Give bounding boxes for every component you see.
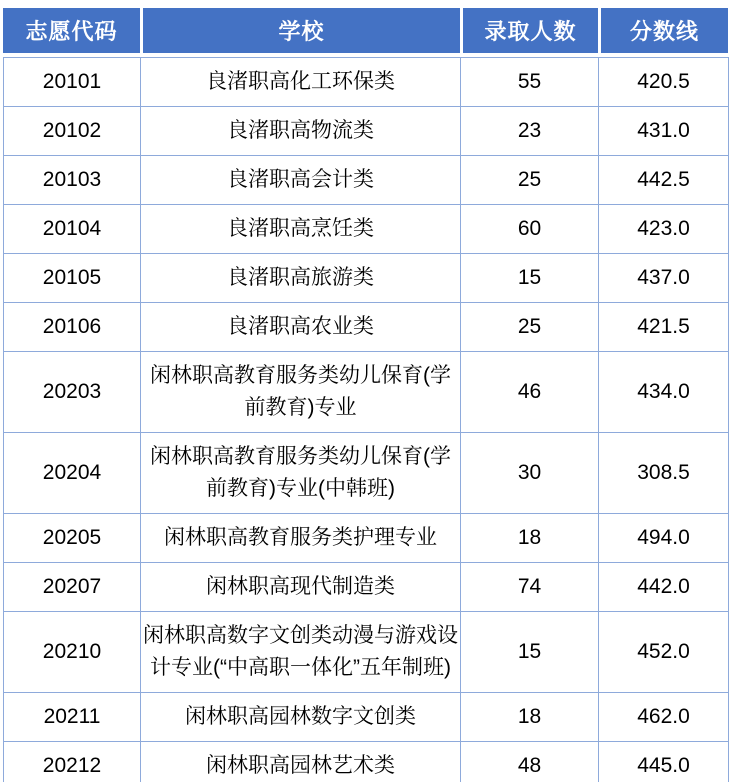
- table-row: [4, 254, 729, 303]
- cell-admitted-count: 30: [461, 433, 599, 514]
- cell-school-name: 良渚职高化工环保类: [141, 58, 461, 107]
- table-row: [4, 612, 729, 693]
- cell-score-line: 442.5: [599, 156, 729, 205]
- cell-school-name: 闲林职高教育服务类幼儿保育(学前教育)专业(中韩班): [141, 433, 461, 514]
- cell-school-name: 良渚职高农业类: [141, 303, 461, 352]
- cell-admitted-count: 48: [461, 742, 599, 782]
- cell-score-line: 434.0: [599, 352, 729, 433]
- cell-admitted-count: 18: [461, 693, 599, 742]
- cell-school-name: 良渚职高旅游类: [141, 254, 461, 303]
- cell-school-name: 闲林职高数字文创类动漫与游戏设计专业(“中高职一体化”五年制班): [141, 612, 461, 693]
- cell-volunteer-code: 20211: [4, 693, 141, 742]
- cell-score-line: 423.0: [599, 205, 729, 254]
- cell-volunteer-code: 20205: [4, 514, 141, 563]
- cell-admitted-count: 15: [461, 612, 599, 693]
- header-cell-admitted: 录取人数: [460, 8, 598, 53]
- cell-score-line: 494.0: [599, 514, 729, 563]
- cell-admitted-count: 74: [461, 563, 599, 612]
- cell-score-line: 420.5: [599, 58, 729, 107]
- header-cell-score: 分数线: [598, 8, 728, 53]
- cell-school-name: 良渚职高会计类: [141, 156, 461, 205]
- header-cell-school: 学校: [140, 8, 460, 53]
- cell-school-name: 闲林职高园林数字文创类: [141, 693, 461, 742]
- cell-score-line: 308.5: [599, 433, 729, 514]
- cell-school-name: 良渚职高烹饪类: [141, 205, 461, 254]
- cell-school-name: 闲林职高教育服务类幼儿保育(学前教育)专业: [141, 352, 461, 433]
- cell-score-line: 442.0: [599, 563, 729, 612]
- cell-admitted-count: 60: [461, 205, 599, 254]
- table-row: [4, 742, 729, 782]
- cell-volunteer-code: 20203: [4, 352, 141, 433]
- header-cell-code: 志愿代码: [3, 8, 140, 53]
- cell-admitted-count: 18: [461, 514, 599, 563]
- cell-volunteer-code: 20212: [4, 742, 141, 782]
- table-row: [4, 352, 729, 433]
- cell-school-name: 闲林职高教育服务类护理专业: [141, 514, 461, 563]
- table-row: [4, 205, 729, 254]
- table-row: [4, 693, 729, 742]
- table-header-row: [3, 8, 728, 53]
- cell-school-name: 闲林职高园林艺术类: [141, 742, 461, 782]
- cell-admitted-count: 15: [461, 254, 599, 303]
- cell-score-line: 431.0: [599, 107, 729, 156]
- cell-volunteer-code: 20101: [4, 58, 141, 107]
- cell-volunteer-code: 20106: [4, 303, 141, 352]
- table-row: [4, 58, 729, 107]
- cell-score-line: 452.0: [599, 612, 729, 693]
- cell-volunteer-code: 20104: [4, 205, 141, 254]
- cell-score-line: 445.0: [599, 742, 729, 782]
- table-row: [4, 107, 729, 156]
- cell-score-line: 421.5: [599, 303, 729, 352]
- cell-admitted-count: 55: [461, 58, 599, 107]
- cell-school-name: 良渚职高物流类: [141, 107, 461, 156]
- table-row: [4, 514, 729, 563]
- cell-score-line: 437.0: [599, 254, 729, 303]
- admission-score-table: [3, 8, 728, 782]
- cell-admitted-count: 25: [461, 156, 599, 205]
- cell-volunteer-code: 20102: [4, 107, 141, 156]
- cell-volunteer-code: 20204: [4, 433, 141, 514]
- cell-score-line: 462.0: [599, 693, 729, 742]
- cell-volunteer-code: 20210: [4, 612, 141, 693]
- table-body: [4, 58, 729, 782]
- table-row: [4, 303, 729, 352]
- cell-admitted-count: 25: [461, 303, 599, 352]
- cell-volunteer-code: 20103: [4, 156, 141, 205]
- cell-admitted-count: 23: [461, 107, 599, 156]
- cell-school-name: 闲林职高现代制造类: [141, 563, 461, 612]
- table-body-grid: [3, 57, 729, 782]
- table-row: [4, 433, 729, 514]
- table-row: [4, 156, 729, 205]
- cell-volunteer-code: 20207: [4, 563, 141, 612]
- cell-volunteer-code: 20105: [4, 254, 141, 303]
- cell-admitted-count: 46: [461, 352, 599, 433]
- table-row: [4, 563, 729, 612]
